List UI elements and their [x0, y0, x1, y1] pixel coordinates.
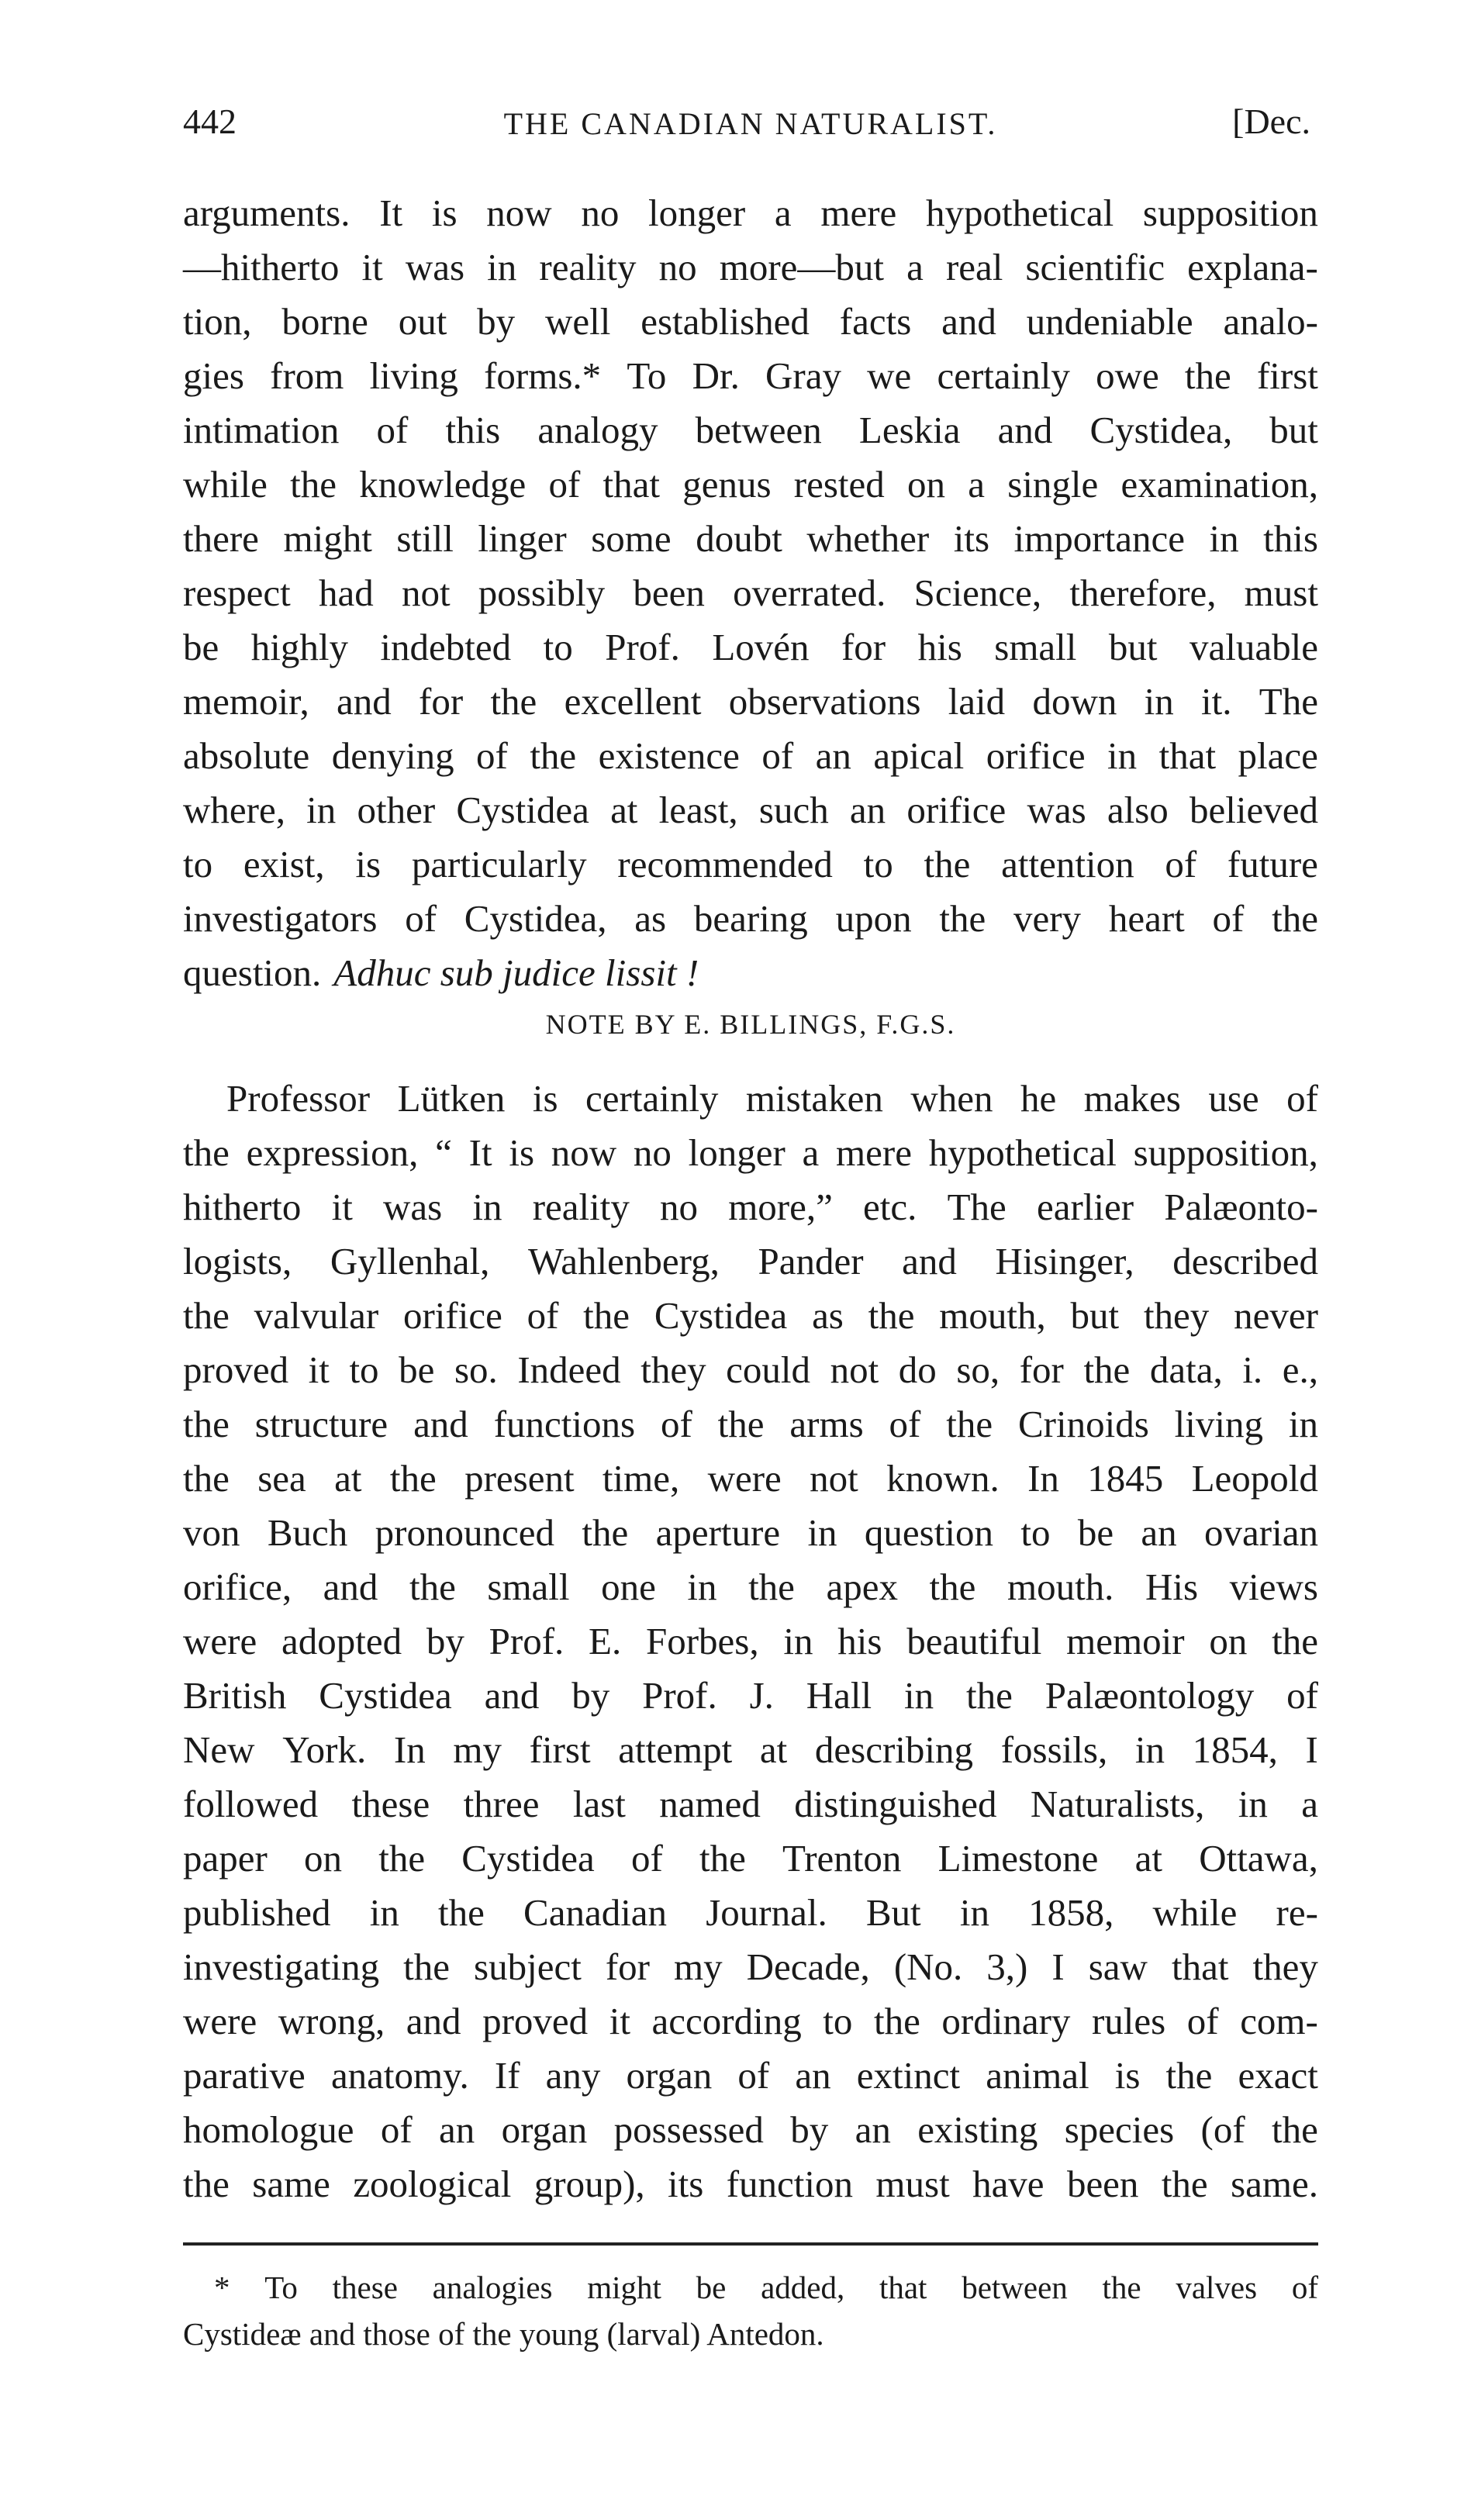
text-line: Professor Lütken is certainly mistaken when he makes use of — [226, 1077, 1318, 1120]
text-line: paper on the Cystidea of the Trenton Limestone at Ottawa, — [183, 1837, 1318, 1880]
text-line: while the knowledge of that genus rested on a single examination, — [183, 463, 1318, 506]
text-line: —hitherto it was in reality no more—but a real scientific explana- — [183, 246, 1318, 288]
text-line: proved it to be so. Indeed they could not do so, for the data, i. e., — [183, 1348, 1318, 1391]
text-line: respect had not possibly been overrated. Science, therefore, must — [183, 571, 1318, 614]
text-line: von Buch pronounced the aperture in question to be an ovarian — [183, 1511, 1318, 1554]
latin-phrase: Adhuc sub judice lissit ! — [333, 951, 699, 994]
text-line: published in the Canadian Journal. But in 1858, while re- — [183, 1891, 1318, 1934]
text-line: arguments. It is now no longer a mere hypothetical supposition — [183, 192, 1318, 234]
text-line: intimation of this analogy between Leskia and Cystidea, but — [183, 409, 1318, 451]
text-line: the same zoological group), its function must have been the same. — [183, 2163, 1318, 2205]
text-line: memoir, and for the excellent observations laid down in it. The — [183, 680, 1318, 723]
text-line: followed these three last named distinguished Naturalists, in a — [183, 1783, 1318, 1825]
text-line: were adopted by Prof. E. Forbes, in his beautiful memoir on the — [183, 1620, 1318, 1662]
text-line: the valvular orifice of the Cystidea as the mouth, but they never — [183, 1294, 1318, 1337]
text-line: the structure and functions of the arms of the Crinoids living in — [183, 1403, 1318, 1445]
footnote-divider — [183, 2242, 1318, 2246]
page-number: 442 — [183, 102, 237, 141]
page-header — [183, 101, 1318, 163]
note-heading: NOTE BY E. BILLINGS, F.G.S. — [545, 1009, 956, 1040]
text-line-last — [183, 946, 1318, 1000]
text-line: orifice, and the small one in the apex the mouth. His views — [183, 1566, 1318, 1608]
text-line: parative anatomy. If any organ of an extinct animal is the exact — [183, 2054, 1318, 2097]
text-line: be highly indebted to Prof. Lovén for his small but valuable — [183, 626, 1318, 668]
note-paragraph — [183, 1072, 1318, 2211]
footnote — [183, 2264, 1318, 2357]
text-line: hitherto it was in reality no more,” etc. The earlier Palæonto- — [183, 1186, 1318, 1228]
text-line: homologue of an organ possessed by an existing species (of the — [183, 2108, 1318, 2151]
text-line: there might still linger some doubt whether its importance in this — [183, 517, 1318, 560]
text-line: where, in other Cystidea at least, such an orifice was also believed — [183, 789, 1318, 831]
text-line: absolute denying of the existence of an apical orifice in that place — [183, 734, 1318, 777]
date-mark: [Dec. — [1232, 102, 1310, 141]
text-line: gies from living forms.* To Dr. Gray we certainly owe the first — [183, 354, 1318, 397]
text-line: were wrong, and proved it according to the ordinary rules of com- — [183, 2000, 1318, 2042]
text-line: the sea at the present time, were not known. In 1845 Leopold — [183, 1457, 1318, 1500]
text-line: to exist, is particularly recommended to the attention of future — [183, 843, 1318, 885]
text-line: investigating the subject for my Decade, (No. 3,) I saw that they — [183, 1945, 1318, 1988]
text-line: British Cystidea and by Prof. J. Hall in the Palæontology of — [183, 1674, 1318, 1717]
footnote-line: Cystideæ and those of the young (larval) Antedon. — [183, 2316, 824, 2352]
footnote-line: * To these analogies might be added, that between the valves of — [214, 2270, 1318, 2305]
running-title: THE CANADIAN NATURALIST. — [503, 106, 998, 141]
text-line: the expression, “ It is now no longer a mere hypothetical supposition, — [183, 1131, 1318, 1174]
text-line: tion, borne out by well established facts and undeniable analo- — [183, 300, 1318, 343]
text-line: investigators of Cystidea, as bearing upon the very heart of the — [183, 897, 1318, 940]
continuation-paragraph — [183, 186, 1318, 1000]
text-line: New York. In my first attempt at describing fossils, in 1854, I — [183, 1728, 1318, 1771]
text-fragment: question. — [183, 951, 322, 994]
text-line: logists, Gyllenhal, Wahlenberg, Pander and Hisinger, described — [183, 1240, 1318, 1282]
